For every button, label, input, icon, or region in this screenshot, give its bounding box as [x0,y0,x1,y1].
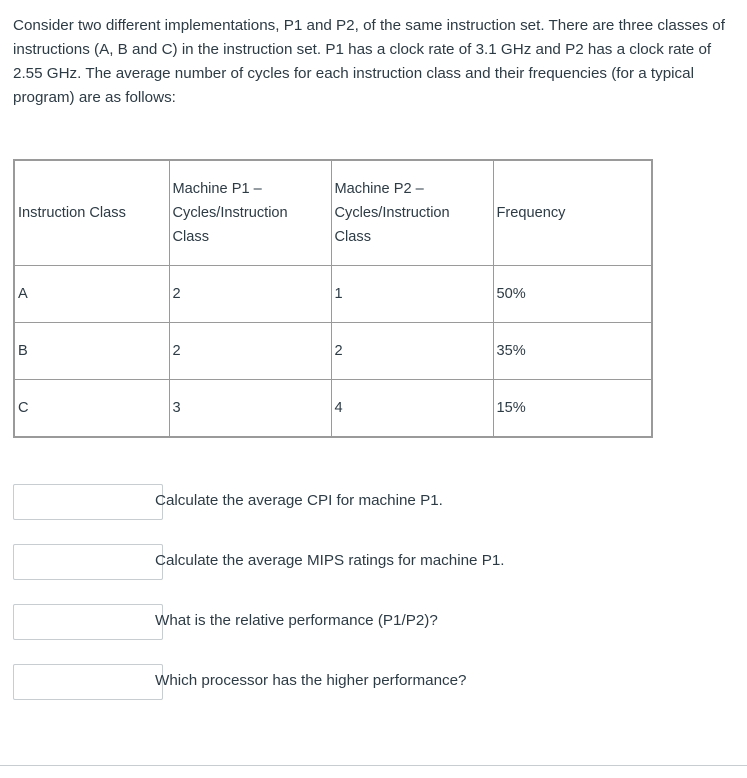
question-intro: Consider two different implementations, P1 and P2, of the same instruction set. There are three classes of instructions (A, B and C) in the instruction set. P1 has a clock rate of 3.1 GHz and P2 has a clock rate of 2.55 GHz. The average number of cycles for each instruction class and their frequencies (for a typical program) are as follows: [13,17,725,106]
question-avg-mips-p1 [13,544,613,582]
question-label: Calculate the average CPI for machine P1. [155,492,443,509]
cell-p1-cycles: 2 [169,323,331,380]
header-machine-p1: Machine P1 – Cycles/Instruction Class [169,160,331,266]
table-row [14,323,652,380]
cell-class: C [14,380,169,438]
answer-input-higher-performance[interactable] [13,664,163,700]
header-machine-p2: Machine P2 – Cycles/Instruction Class [331,160,493,266]
cell-frequency: 50% [493,266,652,323]
table-header-row [14,160,652,266]
question-relative-performance [13,604,613,642]
cell-frequency: 15% [493,380,652,438]
bottom-divider [0,765,747,766]
question-label: What is the relative performance (P1/P2)? [155,612,438,629]
cell-p1-cycles: 3 [169,380,331,438]
question-avg-cpi-p1 [13,484,613,522]
answer-input-relative-performance[interactable] [13,604,163,640]
cell-p2-cycles: 1 [331,266,493,323]
cell-class: B [14,323,169,380]
header-frequency: Frequency [493,160,652,266]
cell-p1-cycles: 2 [169,266,331,323]
answer-input-avg-mips-p1[interactable] [13,544,163,580]
cell-class: A [14,266,169,323]
cell-p2-cycles: 2 [331,323,493,380]
header-instruction-class: Instruction Class [14,160,169,266]
question-higher-performance [13,664,613,702]
question-label: Calculate the average MIPS ratings for machine P1. [155,552,505,569]
table-row [14,266,652,323]
instruction-table [13,159,653,438]
question-label: Which processor has the higher performance? [155,672,467,689]
cell-frequency: 35% [493,323,652,380]
answer-input-avg-cpi-p1[interactable] [13,484,163,520]
table-row [14,380,652,438]
cell-p2-cycles: 4 [331,380,493,438]
